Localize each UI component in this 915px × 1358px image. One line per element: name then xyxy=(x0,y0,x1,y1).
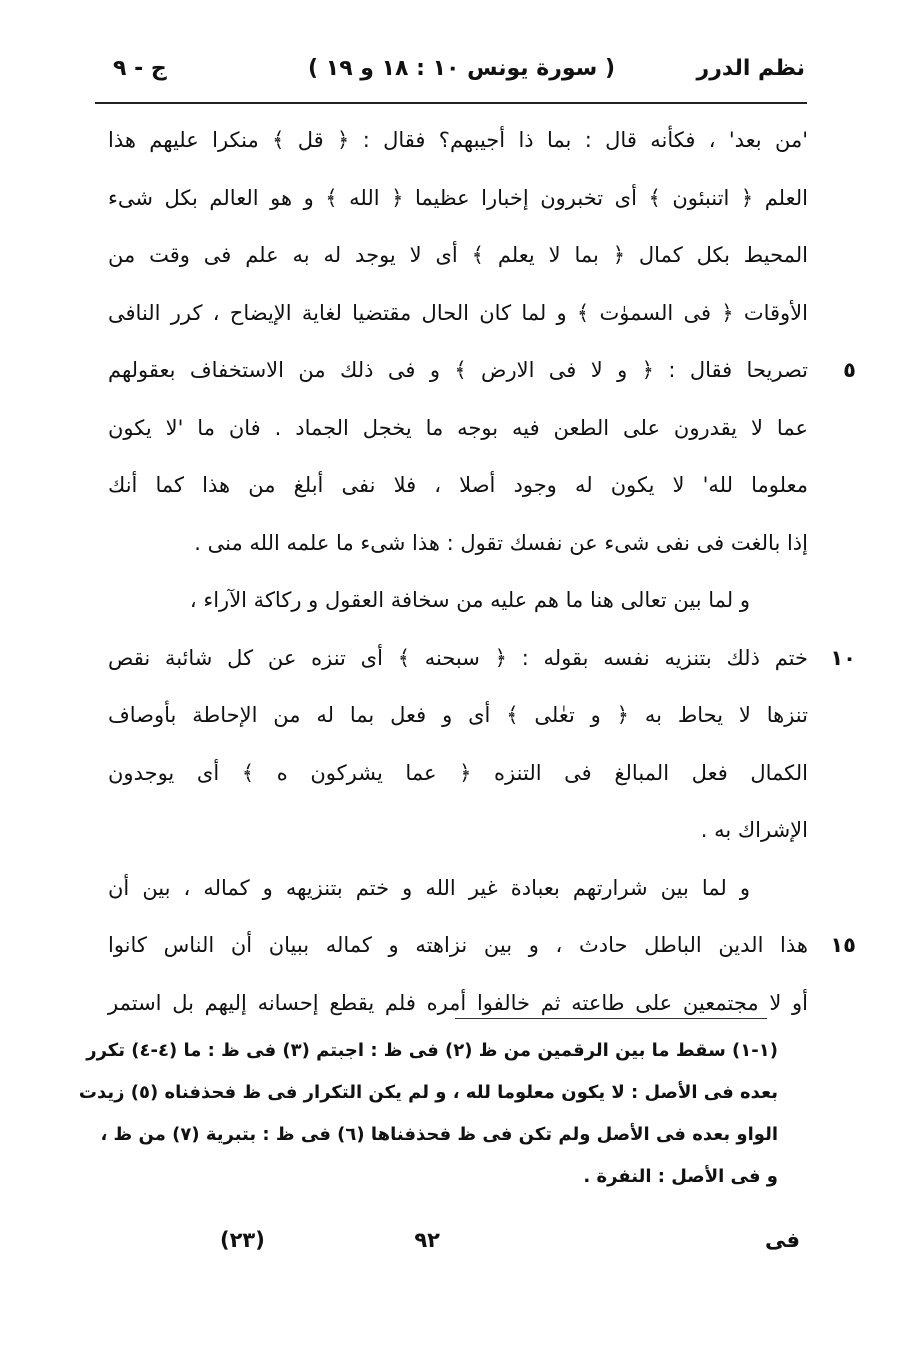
line-text: الكمال فعل المبالغ فى التنزه ﴿ عما يشركون ه ﴾ أى يوجدون xyxy=(108,760,808,785)
footnote-rule xyxy=(455,1018,767,1019)
page-header xyxy=(95,50,805,90)
page-footer xyxy=(100,1228,800,1264)
main-text xyxy=(108,112,856,1032)
sheet-number: (٢٣) xyxy=(220,1228,265,1252)
line-number: ١٠ xyxy=(830,645,856,670)
line-text: معلوما لله' لا يكون له وجود أصلا ، فلا نفى أبلغ من هذا كما أنك xyxy=(108,473,808,497)
text-line xyxy=(108,745,808,803)
line-text: و لما بين تعالى هنا ما هم عليه من سخافة العقول و ركاكة الآراء ، xyxy=(189,588,750,612)
line-text: و لما بين شرارتهم بعبادة غير الله و ختم بتنزيهه و كماله ، بين أن xyxy=(108,875,750,900)
text-line xyxy=(108,860,808,918)
text-line xyxy=(108,170,808,228)
footnote-line: و فى الأصل : النفرة . xyxy=(583,1166,778,1187)
surah-reference: ( سورة يونس ١٠ : ١٨ و ١٩ ) xyxy=(308,56,615,81)
text-line xyxy=(108,285,808,343)
text-line xyxy=(108,917,856,975)
text-line xyxy=(108,227,808,285)
line-number: ٥ xyxy=(843,358,856,382)
text-line xyxy=(108,572,808,630)
text-line xyxy=(108,457,808,515)
line-text: ختم ذلك بتنزيه نفسه بقوله : ﴿ سبحنه ﴾ أى تنزه عن كل شائبة نقص xyxy=(108,645,808,670)
text-line xyxy=(108,687,808,745)
line-number: ١٥ xyxy=(830,933,856,957)
line-text: الأوقات ﴿ فى السموٰت ﴾ و لما كان الحال مقتضيا لغاية الإيضاح ، كرر النافى xyxy=(108,300,808,325)
text-line xyxy=(108,515,808,573)
line-text: أو لا مجتمعين على طاعته ثم خالفوا أمره فلم يقطع إحسانه إليهم بل استمر xyxy=(108,990,808,1015)
footnote-line: (١-١) سقط ما بين الرقمين من ظ (٢) فى ظ : اجبتم (٣) فى ظ : ما (٤-٤) تكرر xyxy=(86,1040,778,1061)
line-text: تصريحا فقال : ﴿ و لا فى الارض ﴾ و فى ذلك من الاستخفاف بعقولهم xyxy=(108,358,808,382)
catchword: فى xyxy=(765,1228,800,1252)
line-text: 'من بعد' ، فكأنه قال : بما ذا أجيبهم؟ فقال : ﴿ قل ﴾ منكرا عليهم هذا xyxy=(108,128,808,152)
footnote-line: الواو بعده فى الأصل ولم تكن فى ظ فحذفناها (٦) فى ظ : بتبرية (٧) من ظ ، xyxy=(100,1124,778,1145)
line-text: الإشراك به . xyxy=(700,818,808,842)
footnotes xyxy=(78,1030,778,1198)
line-text: المحيط بكل كمال ﴿ بما لا يعلم ﴾ أى لا يوجد له به علم فى وقت من xyxy=(108,243,808,267)
text-line xyxy=(108,400,808,458)
line-text: تنزها لا يحاط به ﴿ و تعٰلى ﴾ أى و فعل بما له من الإحاطة بأوصاف xyxy=(108,703,808,727)
text-line xyxy=(108,975,808,1033)
line-text: العلم ﴿ اتنبئون ﴾ أى تخبرون إخبارا عظيما ﴿ الله ﴾ و هو العالم بكل شىء xyxy=(108,185,808,210)
text-line xyxy=(108,342,856,400)
text-line xyxy=(108,802,808,860)
text-line xyxy=(108,112,808,170)
line-text: إذا بالغت فى نفى شىء عن نفسك تقول : هذا شىء ما علمه الله منى . xyxy=(194,530,808,555)
text-line xyxy=(108,630,856,688)
header-rule xyxy=(95,102,807,104)
footnote-line: بعده فى الأصل : لا يكون معلوما لله ، و لم يكن التكرار فى ظ فحذفناه (٥) زيدت xyxy=(78,1082,778,1103)
volume-number: ج - ٩ xyxy=(113,56,167,81)
book-title: نظم الدرر xyxy=(696,56,805,81)
line-text: عما لا يقدرون على الطعن فيه بوجه ما يخجل الجماد . فان ما 'لا يكون xyxy=(108,415,808,440)
line-text: هذا الدين الباطل حادث ، و بين نزاهته و كماله ببيان أن الناس كانوا xyxy=(108,933,808,957)
page-number: ٩٢ xyxy=(414,1228,440,1252)
